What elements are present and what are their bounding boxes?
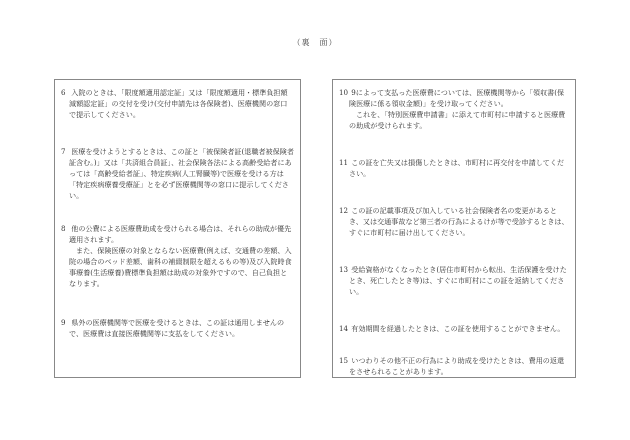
notice-item-12 <box>339 205 569 238</box>
item-number: 13 <box>339 265 349 274</box>
item-number: 11 <box>339 158 349 167</box>
item-text: 9によって支払った医療費については、医療機関等から「領収書(保険医療に係る領収金額)」を受け取ってください。 <box>349 88 565 108</box>
notice-item-14 <box>339 323 569 334</box>
item-number: 6 <box>61 88 66 97</box>
item-number: 8 <box>61 224 66 233</box>
item-number: 15 <box>339 356 349 365</box>
notice-item-9 <box>61 317 294 339</box>
left-notice-panel <box>54 79 301 378</box>
notice-item-8 <box>61 223 294 289</box>
item-text: 医療を受けようとするときは、この証と「被保険者証(退職者被保険者証含む。)」又は「共済組合員証」、社会保険各法による高齢受給者にあっては「高齢受給者証」、特定疾病(人工腎臓等)で医療を受ける方は「特定疾病療養受療証」とを必ず医療機関等の窓口に提示してください。 <box>69 147 294 200</box>
notice-item-13 <box>339 264 569 297</box>
item-number: 7 <box>61 147 66 156</box>
item-text: この証を亡失又は損傷したときは、市町村に再交付を申請してください。 <box>349 158 565 178</box>
item-text-continued: これを、「特別医療費申請書」に添えて市町村に申請すると医療費の助成が受けられます。 <box>349 110 566 130</box>
notice-item-6 <box>61 87 294 120</box>
item-text: 県外の医療機関等で医療を受けるときは、この証は通用しませんので、医療費は直接医療機関等に支払をしてください。 <box>69 318 285 338</box>
notice-item-7 <box>61 146 294 201</box>
item-text: いつわりその他不正の行為により助成を受けたときは、費用の返還をさせられることがあります。 <box>349 356 565 376</box>
item-text: 受給資格がなくなったとき(居住市町村から転出、生活保護を受けたとき、死亡したとき等)は、すぐに市町村にこの証を返納してください。 <box>349 265 567 296</box>
notice-item-15 <box>339 355 569 377</box>
item-text: 他の公費による医療費助成を受けられる場合は、それらの助成が優先適用されます。 <box>69 224 292 244</box>
item-text-continued: また、保険医療の対象とならない医療費(例えば、交通費の差額、入院の場合のベッド差額、歯科の補綴制限を超えるもの等)及び入院時食事療養(生活療養)費標準負担額は助成の対象外ですので、自己負担となります。 <box>69 246 292 288</box>
item-number: 12 <box>339 206 349 215</box>
item-text: 入院のときは、「限度額適用認定証」又は「限度額適用・標準負担額減額認定証」の交付を受け(交付申請先は各保険者)、医療機関の窓口で提示してください。 <box>69 88 288 119</box>
notice-item-10 <box>339 87 569 131</box>
item-number: 9 <box>61 318 66 327</box>
item-text: 有効期間を経過したときは、この証を使用することができません。 <box>351 324 565 333</box>
item-number: 10 <box>339 88 349 97</box>
item-number: 14 <box>339 324 349 333</box>
item-text: この証の記載事項及び加入している社会保険者名の変更があるとき、又は交通事故など第三者の行為によるけが等で受診するときは、すぐに市町村に届け出してください。 <box>349 206 569 237</box>
right-notice-panel <box>332 79 576 378</box>
notice-item-11 <box>339 157 569 179</box>
side-label: （裏 面） <box>292 38 338 47</box>
